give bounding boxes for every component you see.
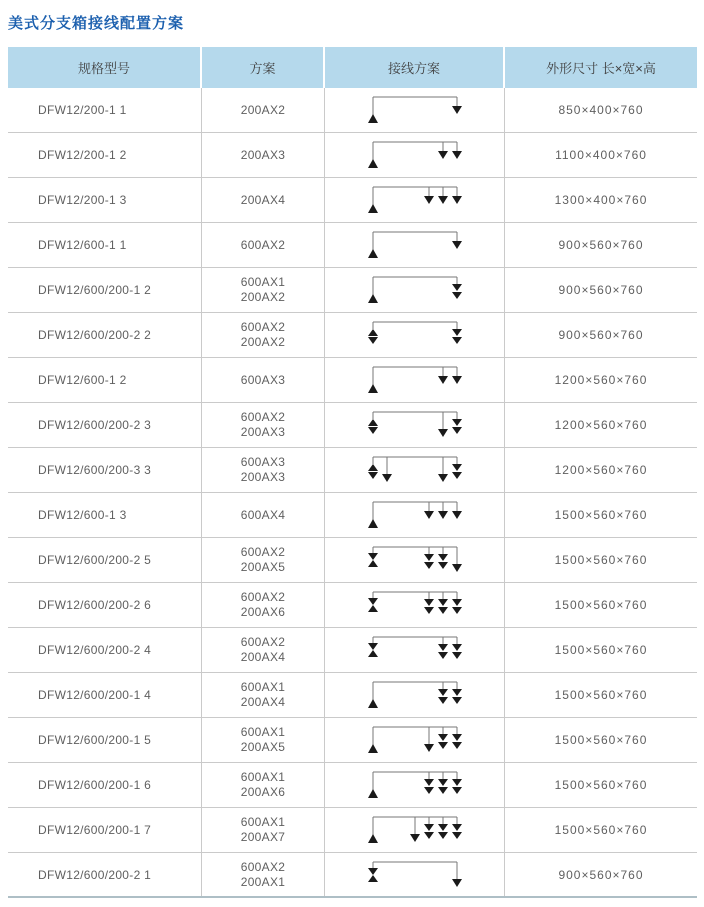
up-terminal-icon bbox=[368, 232, 378, 258]
table-body bbox=[8, 88, 697, 898]
up-terminal-icon bbox=[368, 817, 378, 843]
scheme-line: 600AX1 bbox=[240, 680, 286, 694]
scheme-line: 200AX4 bbox=[240, 192, 286, 207]
wiring-diagram bbox=[355, 720, 475, 760]
wiring-diagram-cell bbox=[325, 403, 505, 447]
wiring-diagram-cell bbox=[325, 718, 505, 762]
scheme-cell bbox=[202, 358, 325, 402]
down-terminal-icon bbox=[452, 367, 462, 384]
diamond-terminal-icon bbox=[368, 457, 378, 479]
down-terminal-icon bbox=[438, 142, 448, 159]
hourglass-terminal-icon bbox=[368, 547, 378, 567]
scheme-cell bbox=[202, 718, 325, 762]
wiring-diagram bbox=[355, 360, 475, 400]
table-row bbox=[8, 808, 697, 853]
wiring-diagram-cell bbox=[325, 223, 505, 267]
table-header-row bbox=[8, 47, 697, 88]
scheme-cell bbox=[202, 313, 325, 357]
down-terminal-icon bbox=[438, 502, 448, 519]
table-row bbox=[8, 763, 697, 808]
down-terminal-icon bbox=[438, 412, 448, 437]
up-terminal-icon bbox=[368, 682, 378, 708]
dimensions-cell: 1200×560×760 bbox=[554, 373, 648, 387]
up-terminal-icon bbox=[368, 772, 378, 798]
wiring-diagram bbox=[355, 765, 475, 805]
scheme-line: 200AX3 bbox=[240, 147, 286, 162]
scheme-line: 200AX5 bbox=[240, 740, 286, 754]
wiring-diagram-cell bbox=[325, 628, 505, 672]
down2-terminal-icon bbox=[452, 637, 462, 659]
scheme-line: 600AX2 bbox=[240, 545, 286, 559]
model-cell: DFW12/600/200-3 3 bbox=[8, 448, 202, 492]
scheme-cell bbox=[202, 853, 325, 896]
dimensions-cell: 900×560×760 bbox=[558, 867, 644, 882]
wiring-diagram bbox=[355, 90, 475, 130]
scheme-line: 200AX2 bbox=[240, 102, 286, 117]
scheme-line: 200AX2 bbox=[240, 335, 286, 349]
wiring-diagram-cell bbox=[325, 268, 505, 312]
dimensions-cell: 1500×560×760 bbox=[554, 778, 648, 792]
wiring-diagram bbox=[355, 630, 475, 670]
down-terminal-icon bbox=[424, 502, 434, 519]
model-cell: DFW12/600/200-1 5 bbox=[8, 718, 202, 762]
dimensions-cell: 1200×560×760 bbox=[554, 463, 648, 477]
scheme-line: 600AX2 bbox=[240, 590, 286, 604]
down-terminal-icon bbox=[452, 97, 462, 114]
scheme-cell bbox=[202, 448, 325, 492]
config-table bbox=[8, 47, 697, 898]
scheme-line: 600AX2 bbox=[240, 635, 286, 649]
header-dimensions: 外形尺寸 长×宽×高 bbox=[546, 61, 656, 76]
model-cell: DFW12/600/200-2 4 bbox=[8, 628, 202, 672]
header-model: 规格型号 bbox=[8, 47, 202, 88]
scheme-cell bbox=[202, 583, 325, 627]
model-cell: DFW12/600/200-1 6 bbox=[8, 763, 202, 807]
model-cell: DFW12/600-1 2 bbox=[8, 358, 202, 402]
scheme-line: 200AX1 bbox=[240, 874, 286, 889]
table-row bbox=[8, 223, 697, 268]
dimensions-cell: 1500×560×760 bbox=[554, 553, 648, 567]
down-terminal-icon bbox=[452, 547, 462, 572]
down-terminal-icon bbox=[438, 187, 448, 204]
scheme-line: 200AX6 bbox=[240, 785, 286, 799]
wiring-diagram-cell bbox=[325, 88, 505, 132]
header-scheme: 方案 bbox=[202, 47, 325, 88]
down2-terminal-icon bbox=[438, 682, 448, 704]
scheme-line: 200AX2 bbox=[240, 290, 286, 304]
down-terminal-icon bbox=[424, 187, 434, 204]
scheme-cell bbox=[202, 673, 325, 717]
hourglass-terminal-icon bbox=[368, 862, 378, 882]
scheme-cell bbox=[202, 223, 325, 267]
dimensions-cell: 1200×560×760 bbox=[554, 418, 648, 432]
table-row bbox=[8, 358, 697, 403]
dimensions-cell: 1500×560×760 bbox=[554, 688, 648, 702]
dimensions-cell: 900×560×760 bbox=[558, 328, 644, 342]
diamond-terminal-icon bbox=[368, 412, 378, 434]
wiring-diagram bbox=[355, 270, 475, 310]
down2-terminal-icon bbox=[438, 727, 448, 749]
down-terminal-icon bbox=[438, 457, 448, 482]
dimensions-cell: 1500×560×760 bbox=[554, 598, 648, 612]
down-terminal-icon bbox=[382, 457, 392, 482]
scheme-cell bbox=[202, 88, 325, 132]
model-cell: DFW12/600/200-1 7 bbox=[8, 808, 202, 852]
down2-terminal-icon bbox=[452, 592, 462, 614]
wiring-diagram bbox=[355, 450, 475, 490]
scheme-line: 200AX7 bbox=[240, 830, 286, 844]
wiring-diagram bbox=[355, 315, 475, 355]
scheme-cell bbox=[202, 763, 325, 807]
scheme-line: 600AX3 bbox=[240, 372, 286, 387]
scheme-cell bbox=[202, 178, 325, 222]
scheme-cell bbox=[202, 133, 325, 177]
scheme-cell bbox=[202, 538, 325, 582]
up-terminal-icon bbox=[368, 277, 378, 303]
wiring-diagram bbox=[355, 675, 475, 715]
scheme-line: 600AX1 bbox=[240, 815, 286, 829]
table-row bbox=[8, 493, 697, 538]
wiring-diagram-cell bbox=[325, 448, 505, 492]
scheme-line: 200AX6 bbox=[240, 605, 286, 619]
scheme-line: 200AX5 bbox=[240, 560, 286, 574]
diamond-terminal-icon bbox=[368, 322, 378, 344]
dimensions-cell: 850×400×760 bbox=[558, 103, 644, 117]
wiring-diagram-cell bbox=[325, 133, 505, 177]
table-row bbox=[8, 268, 697, 313]
hourglass-terminal-icon bbox=[368, 592, 378, 612]
scheme-line: 600AX4 bbox=[240, 507, 286, 522]
scheme-line: 200AX3 bbox=[240, 470, 286, 484]
wiring-diagram bbox=[355, 540, 475, 580]
wiring-diagram-cell bbox=[325, 493, 505, 537]
model-cell: DFW12/600/200-2 2 bbox=[8, 313, 202, 357]
dimensions-cell: 1500×560×760 bbox=[554, 508, 648, 522]
scheme-line: 600AX2 bbox=[240, 859, 286, 874]
wiring-diagram bbox=[355, 135, 475, 175]
up-terminal-icon bbox=[368, 502, 378, 528]
wiring-diagram-cell bbox=[325, 673, 505, 717]
down2-terminal-icon bbox=[438, 772, 448, 794]
table-row bbox=[8, 583, 697, 628]
model-cell: DFW12/600/200-1 2 bbox=[8, 268, 202, 312]
wiring-diagram bbox=[355, 180, 475, 220]
up-terminal-icon bbox=[368, 142, 378, 168]
down2-terminal-icon bbox=[452, 322, 462, 344]
model-cell: DFW12/600-1 1 bbox=[8, 223, 202, 267]
down2-terminal-icon bbox=[424, 817, 434, 839]
scheme-line: 600AX2 bbox=[240, 320, 286, 334]
down-terminal-icon bbox=[452, 232, 462, 249]
model-cell: DFW12/600/200-2 3 bbox=[8, 403, 202, 447]
wiring-diagram bbox=[355, 585, 475, 625]
dimensions-cell: 1100×400×760 bbox=[555, 148, 647, 162]
down2-terminal-icon bbox=[452, 412, 462, 434]
down2-terminal-icon bbox=[438, 592, 448, 614]
down-terminal-icon bbox=[410, 817, 420, 842]
down2-terminal-icon bbox=[424, 592, 434, 614]
scheme-line: 200AX4 bbox=[240, 650, 286, 664]
wiring-diagram bbox=[355, 405, 475, 445]
model-cell: DFW12/600/200-2 1 bbox=[8, 853, 202, 896]
down2-terminal-icon bbox=[452, 772, 462, 794]
wiring-diagram-cell bbox=[325, 538, 505, 582]
dimensions-cell: 1300×400×760 bbox=[554, 193, 648, 207]
table-row bbox=[8, 853, 697, 898]
model-cell: DFW12/600/200-2 6 bbox=[8, 583, 202, 627]
up-terminal-icon bbox=[368, 367, 378, 393]
dimensions-cell: 1500×560×760 bbox=[554, 823, 648, 837]
down2-terminal-icon bbox=[452, 457, 462, 479]
scheme-line: 600AX1 bbox=[240, 725, 286, 739]
down2-terminal-icon bbox=[424, 547, 434, 569]
model-cell: DFW12/200-1 3 bbox=[8, 178, 202, 222]
down2-terminal-icon bbox=[438, 547, 448, 569]
down-terminal-icon bbox=[452, 142, 462, 159]
wiring-diagram-cell bbox=[325, 178, 505, 222]
down-terminal-icon bbox=[452, 502, 462, 519]
down2-terminal-icon bbox=[438, 817, 448, 839]
model-cell: DFW12/600-1 3 bbox=[8, 493, 202, 537]
wiring-diagram bbox=[355, 855, 475, 895]
model-cell: DFW12/600/200-2 5 bbox=[8, 538, 202, 582]
scheme-line: 600AX3 bbox=[240, 455, 286, 469]
scheme-line: 600AX2 bbox=[240, 237, 286, 252]
table-row bbox=[8, 718, 697, 763]
down2-terminal-icon bbox=[452, 817, 462, 839]
header-wiring-scheme: 接线方案 bbox=[325, 47, 505, 88]
scheme-cell bbox=[202, 808, 325, 852]
dimensions-cell: 900×560×760 bbox=[558, 238, 644, 252]
wiring-diagram-cell bbox=[325, 853, 505, 896]
page-title: 美式分支箱接线配置方案 bbox=[8, 15, 185, 32]
model-cell: DFW12/600/200-1 4 bbox=[8, 673, 202, 717]
dimensions-cell: 1500×560×760 bbox=[554, 643, 648, 657]
up-terminal-icon bbox=[368, 97, 378, 123]
scheme-line: 600AX1 bbox=[240, 275, 286, 289]
down2-terminal-icon bbox=[452, 682, 462, 704]
down2-terminal-icon bbox=[438, 637, 448, 659]
up-terminal-icon bbox=[368, 727, 378, 753]
up-terminal-icon bbox=[368, 187, 378, 213]
wiring-diagram bbox=[355, 225, 475, 265]
table-row bbox=[8, 628, 697, 673]
scheme-line: 200AX3 bbox=[240, 425, 286, 439]
table-row bbox=[8, 313, 697, 358]
scheme-cell bbox=[202, 268, 325, 312]
wiring-diagram-cell bbox=[325, 763, 505, 807]
table-row bbox=[8, 538, 697, 583]
down2-terminal-icon bbox=[452, 727, 462, 749]
wiring-diagram bbox=[355, 810, 475, 850]
wiring-diagram-cell bbox=[325, 358, 505, 402]
hourglass-terminal-icon bbox=[368, 637, 378, 657]
table-row bbox=[8, 178, 697, 223]
scheme-line: 200AX4 bbox=[240, 695, 286, 709]
table-row bbox=[8, 88, 697, 133]
scheme-line: 600AX2 bbox=[240, 410, 286, 424]
down-terminal-icon bbox=[452, 187, 462, 204]
scheme-cell bbox=[202, 628, 325, 672]
wiring-diagram-cell bbox=[325, 808, 505, 852]
scheme-line: 600AX1 bbox=[240, 770, 286, 784]
down-terminal-icon bbox=[424, 727, 434, 752]
table-row bbox=[8, 673, 697, 718]
down2-terminal-icon bbox=[424, 772, 434, 794]
scheme-cell bbox=[202, 403, 325, 447]
table-row bbox=[8, 448, 697, 493]
table-row bbox=[8, 133, 697, 178]
dimensions-cell: 900×560×760 bbox=[558, 283, 644, 297]
down-terminal-icon bbox=[452, 862, 462, 887]
wiring-diagram-cell bbox=[325, 313, 505, 357]
model-cell: DFW12/200-1 2 bbox=[8, 133, 202, 177]
wiring-diagram-cell bbox=[325, 583, 505, 627]
dimensions-cell: 1500×560×760 bbox=[554, 733, 648, 747]
down-terminal-icon bbox=[438, 367, 448, 384]
table-row bbox=[8, 403, 697, 448]
model-cell: DFW12/200-1 1 bbox=[8, 88, 202, 132]
down2-terminal-icon bbox=[452, 277, 462, 299]
scheme-cell bbox=[202, 493, 325, 537]
wiring-diagram bbox=[355, 495, 475, 535]
